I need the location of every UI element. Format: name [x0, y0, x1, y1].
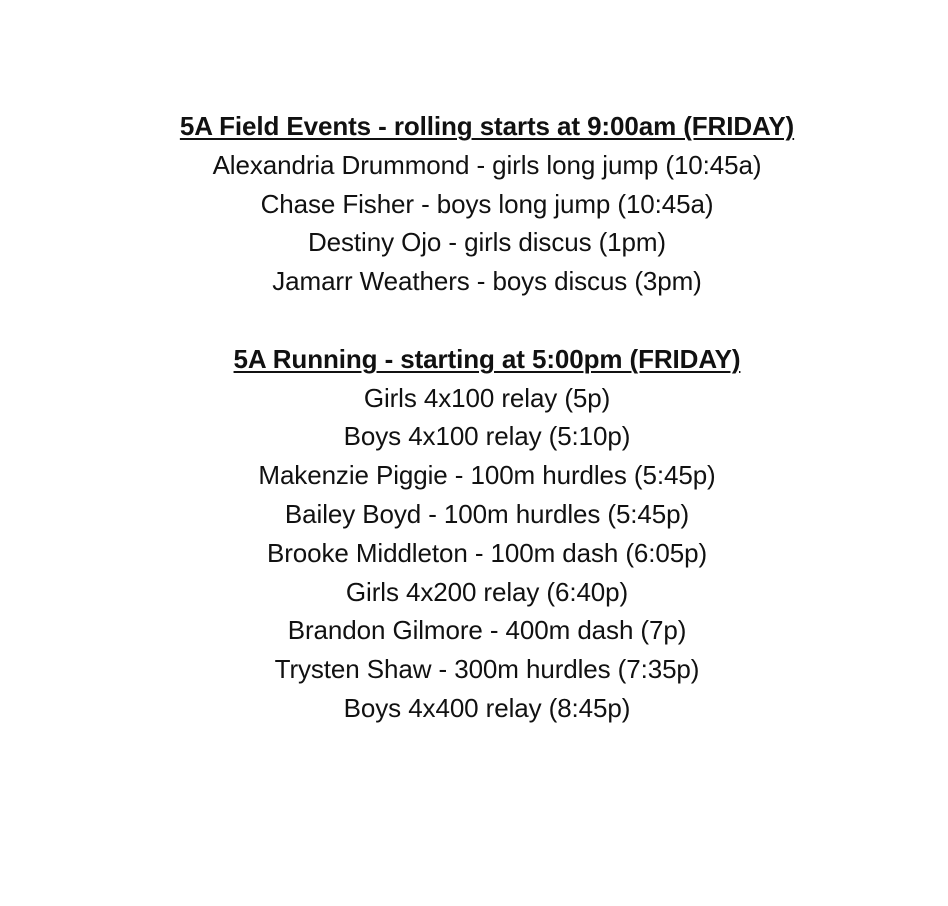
running-event-entry: Bailey Boyd - 100m hurdles (5:45p): [284, 498, 690, 529]
running-event-entry: Brooke Middleton - 100m dash (6:05p): [266, 537, 708, 568]
field-events-section: [0, 107, 948, 301]
field-event-entry: Jamarr Weathers - boys discus (3pm): [272, 266, 702, 297]
running-event-entry: Brandon Gilmore - 400m dash (7p): [287, 615, 687, 646]
field-event-entry: Destiny Ojo - girls discus (1pm): [308, 227, 666, 258]
running-event-entry: Makenzie Piggie - 100m hurdles (5:45p): [258, 460, 716, 491]
field-event-entry: Chase Fisher - boys long jump (10:45a): [260, 188, 714, 219]
running-heading: 5A Running - starting at 5:00pm (FRIDAY): [233, 343, 741, 374]
running-event-entry: Boys 4x400 relay (8:45p): [343, 692, 631, 723]
running-event-entry: Girls 4x100 relay (5p): [363, 382, 611, 413]
section-spacer: [0, 301, 948, 340]
schedule-document: [0, 107, 948, 728]
field-event-entry: Alexandria Drummond - girls long jump (10:45a): [212, 149, 762, 180]
running-event-entry: Girls 4x200 relay (6:40p): [345, 576, 629, 607]
running-event-entry: Boys 4x100 relay (5:10p): [343, 421, 631, 452]
field-events-heading: 5A Field Events - rolling starts at 9:00am (FRIDAY): [179, 111, 795, 141]
running-section: [0, 340, 948, 728]
running-event-entry: Trysten Shaw - 300m hurdles (7:35p): [274, 654, 700, 685]
